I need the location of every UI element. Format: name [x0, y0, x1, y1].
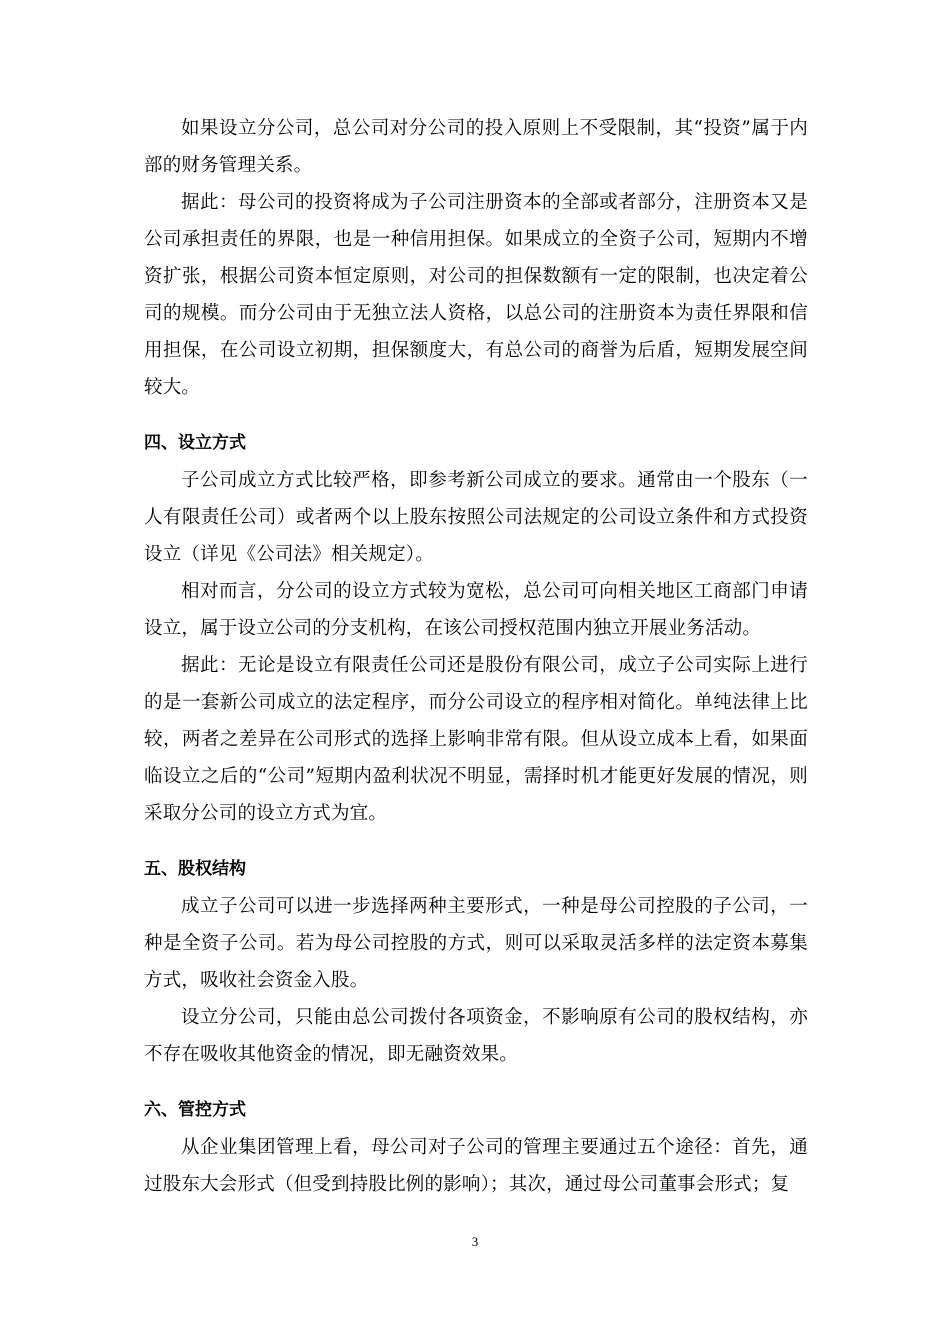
paragraph-branch-establishment: 相对而言，分公司的设立方式较为宽松，总公司可向相关地区工商部门申请设立，属于设立公司的分支机构，在该公司授权范围内独立开展业务活动。 — [144, 581, 808, 639]
paragraph-subsidiary-equity: 成立子公司可以进一步选择两种主要形式，一种是母公司控股的子公司，一种是全资子公司。若为母公司控股的方式，则可以采取灵活多样的法定资本募集方式，吸收社会资金入股。 — [144, 896, 808, 991]
paragraph-control-method: 从企业集团管理上看，母公司对子公司的管理主要通过五个途径：首先，通过股东大会形式（但受到持股比例的影响）；其次，通过母公司董事会形式；复 — [144, 1137, 808, 1195]
section-heading-control-method: 六、管控方式 — [144, 1100, 246, 1120]
document-body — [144, 110, 808, 1203]
section-heading-establishment: 四、设立方式 — [144, 433, 246, 453]
paragraph-branch-equity: 设立分公司，只能由总公司拨付各项资金，不影响原有公司的股权结构，亦不存在吸收其他资金的情况，即无融资效果。 — [144, 1007, 808, 1065]
paragraph-subsidiary-establishment: 子公司成立方式比较严格，即参考新公司成立的要求。通常由一个股东（一人有限责任公司）或者两个以上股东按照公司法规定的公司设立条件和方式投资设立（详见《公司法》相关规定）。 — [144, 470, 808, 565]
paragraph-investment-relation: 如果设立分公司，总公司对分公司的投入原则上不受限制，其“投资”属于内部的财务管理关系。 — [144, 118, 808, 176]
section-heading-equity-structure: 五、股权结构 — [144, 859, 246, 879]
paragraph-establishment-conclusion: 据此：无论是设立有限责任公司还是股份有限公司，成立子公司实际上进行的是一套新公司成立的法定程序，而分公司设立的程序相对简化。单纯法律上比较，两者之差异在公司形式的选择上影响非常有限。但从设立成本上看，如果面临设立之后的“公司”短期内盈利状况不明显，需择时机才能更好发展的情况，则采取分公司的设立方式为宜。 — [144, 655, 808, 824]
page-number: 3 — [471, 1234, 479, 1249]
paragraph-registered-capital: 据此：母公司的投资将成为子公司注册资本的全部或者部分，注册资本又是公司承担责任的界限，也是一种信用担保。如果成立的全资子公司，短期内不增资扩张，根据公司资本恒定原则，对公司的担保数额有一定的限制，也决定着公司的规模。而分公司由于无独立法人资格，以总公司的注册资本为责任界限和信用担保，在公司设立初期，担保额度大，有总公司的商誉为后盾，短期发展空间较大。 — [144, 192, 808, 398]
